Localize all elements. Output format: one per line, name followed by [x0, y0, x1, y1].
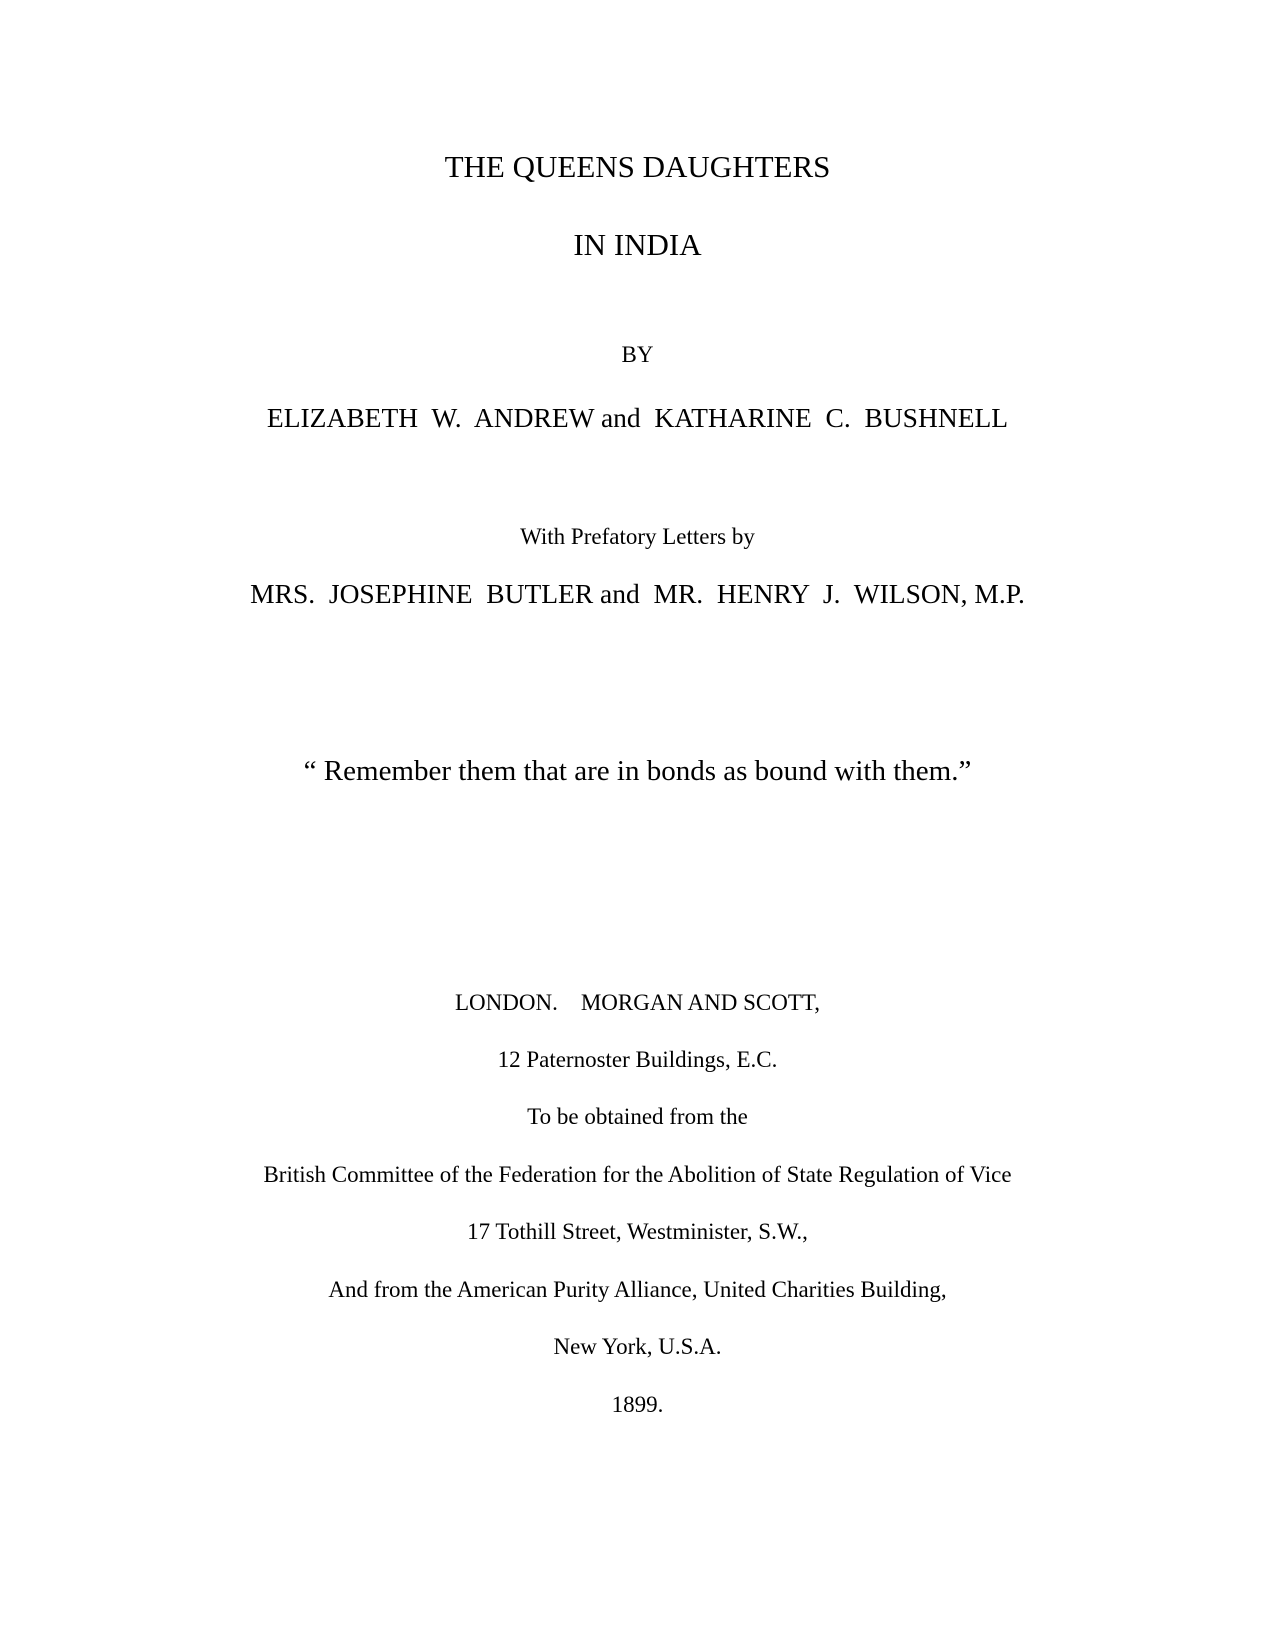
title-line-1: THE QUEENS DAUGHTERS	[444, 149, 831, 184]
title-line-2: IN INDIA	[573, 227, 702, 262]
by-label: BY	[621, 342, 654, 367]
imprint-obtained-intro: To be obtained from the	[527, 1104, 748, 1129]
imprint-committee-address: 17 Tothill Street, Westminister, S.W.,	[467, 1219, 808, 1244]
imprint-american-city: New York, U.S.A.	[553, 1334, 722, 1359]
imprint-american-source: And from the American Purity Alliance, United Charities Building,	[328, 1277, 947, 1302]
authors: ELIZABETH W. ANDREW and KATHARINE C. BUSHNELL	[266, 402, 1009, 433]
imprint-publisher: LONDON. MORGAN AND SCOTT,	[454, 990, 821, 1015]
prefatory-authors: MRS. JOSEPHINE BUTLER and MR. HENRY J. WILSON, M.P.	[250, 578, 1025, 609]
prefatory-intro: With Prefatory Letters by	[520, 524, 755, 549]
imprint-committee: British Committee of the Federation for the Abolition of State Regulation of Vice	[263, 1162, 1012, 1187]
imprint-year: 1899.	[611, 1392, 664, 1417]
epigraph: “ Remember them that are in bonds as bound with them.”	[303, 755, 972, 787]
imprint-publisher-address: 12 Paternoster Buildings, E.C.	[497, 1047, 778, 1072]
